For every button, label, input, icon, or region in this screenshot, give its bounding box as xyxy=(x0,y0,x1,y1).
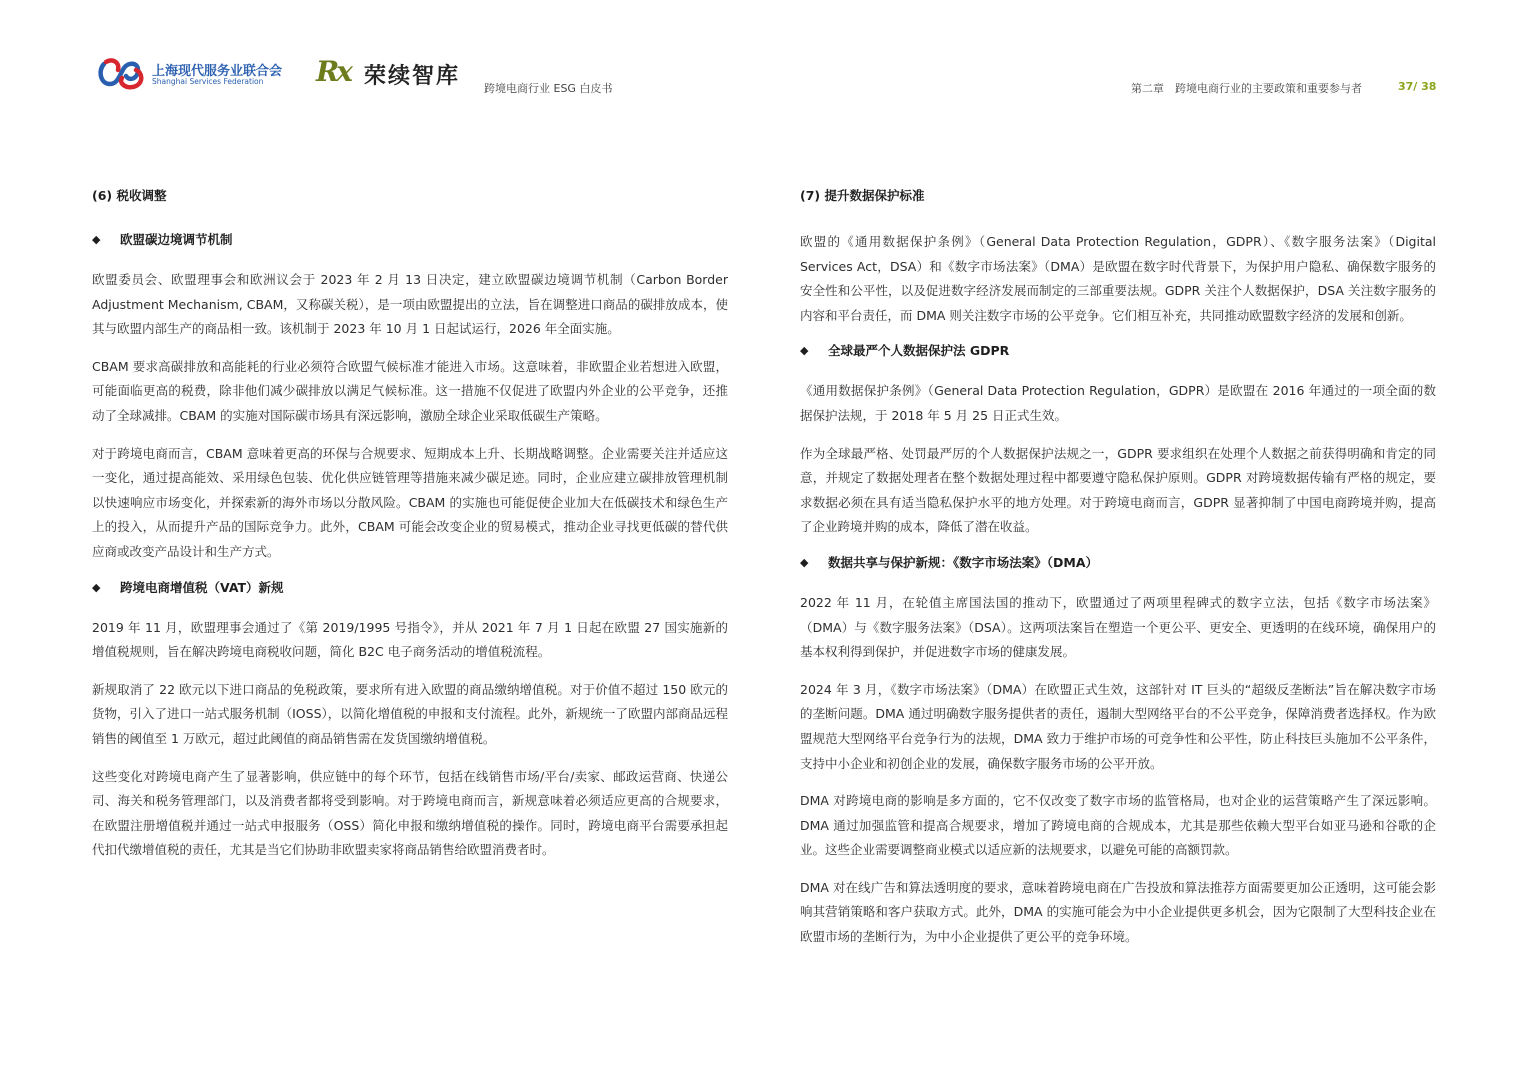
federation-name-en: Shanghai Services Federation xyxy=(152,77,264,86)
subheading-cbam xyxy=(92,230,728,250)
paragraph: 欧盟委员会、欧盟理事会和欧洲议会于 2023 年 2 月 13 日决定，建立欧盟碳边境调节机制（Carbon Border Adjustment Mechanism, CBAM，又称碳关税），是一项由欧盟提出的立法，旨在调整进口商品的碳排放成本，使其与欧盟内部生产的商品相一致。该机制于 2023 年 10 月 1 日起试运行，2026 年全面实施。 xyxy=(92,272,728,337)
page-header xyxy=(0,0,1527,110)
right-column xyxy=(800,186,1436,963)
subheading-text: 跨境电商增值税（VAT）新规 xyxy=(120,579,284,595)
federation-emblem-icon xyxy=(98,56,144,92)
diamond-bullet-icon: ◆ xyxy=(800,555,809,569)
paragraph: 2019 年 11 月，欧盟理事会通过了《第 2019/1995 号指令》，并从 2021 年 7 月 1 日起在欧盟 27 国实施新的增值税规则，旨在解决跨境电商税收问题，简化 B2C 电子商务活动的增值税流程。 xyxy=(92,619,728,660)
paragraph: 2022 年 11 月，在轮值主席国法国的推动下，欧盟通过了两项里程碑式的数字立法，包括《数字市场法案》（DMA）与《数字服务法案》（DSA）。这两项法案旨在塑造一个更公平、更安全、更透明的在线环境，确保用户的基本权利得到保护，并促进数字市场的健康发展。 xyxy=(800,594,1436,660)
subheading-text: 数据共享与保护新规：《数字市场法案》（DMA） xyxy=(828,554,1098,570)
paragraph: 2024 年 3 月，《数字市场法案》（DMA）在欧盟正式生效，这部针对 IT 巨头的“超级反垄断法”旨在解决数字市场的垄断问题。DMA 通过明确数字服务提供者的责任，遏制大型网络平台的不公平竞争，保障消费者选择权。作为欧盟规范大型网络平台竞争行为的法规，DMA 致力于维护市场的可竞争性和公平性，防止科技巨头施加不公平条件，支持中小企业和初创企业的发展，确保数字服务市场的公平开放。 xyxy=(800,681,1436,771)
paragraph: 作为全球最严格、处罚最严厉的个人数据保护法规之一，GDPR 要求组织在处理个人数据之前获得明确和肯定的同意，并规定了数据处理者在整个数据处理过程中都要遵守隐私保护原则。GDPR 对跨境数据传输有严格的规定，要求数据必须在具有适当隐私保护水平的地方处理。对于跨境电商而言，GDPR 显著抑制了中国电商跨境并购，提高了企业跨境并购的成本，降低了潜在收益。 xyxy=(800,445,1436,535)
paragraph: DMA 对在线广告和算法透明度的要求，意味着跨境电商在广告投放和算法推荐方面需要更加公正透明，这可能会影响其营销策略和客户获取方式。此外，DMA 的实施可能会为中小企业提供更多机会，因为它限制了大型科技企业在欧盟市场的垄断行为，为中小企业提供了更公平的竞争环境。 xyxy=(800,879,1436,945)
section-title-tax: (6) 税收调整 xyxy=(92,188,167,203)
chapter-title: 第二章 跨境电商行业的主要政策和重要参与者 xyxy=(1131,82,1362,95)
federation-name-cn: 上海现代服务业联合会 xyxy=(152,64,283,79)
diamond-bullet-icon: ◆ xyxy=(92,580,101,594)
left-column xyxy=(92,186,728,876)
paragraph: CBAM 要求高碳排放和高能耗的行业必须符合欧盟气候标准才能进入市场。这意味着，非欧盟企业若想进入欧盟，可能面临更高的税费，除非他们减少碳排放以满足气候标准。这一措施不仅促进了欧盟内外企业的公平竞争，还推动了全球减排。CBAM 的实施对国际碳市场具有深远影响，激励全球企业采取低碳生产策略。 xyxy=(92,358,728,423)
paragraph: DMA 对跨境电商的影响是多方面的，它不仅改变了数字市场的监管格局，也对企业的运营策略产生了深远影响。DMA 通过加强监管和提高合规要求，增加了跨境电商的合规成本，尤其是那些依赖大型平台如亚马逊和谷歌的企业。这些企业需要调整商业模式以适应新的法规要求，以避免可能的高额罚款。 xyxy=(800,793,1436,858)
shanghai-services-federation-logo xyxy=(98,56,298,92)
diamond-bullet-icon: ◆ xyxy=(92,233,101,246)
paragraph: 《通用数据保护条例》（General Data Protection Regulation，GDPR）是欧盟在 2016 年通过的一项全面的数据保护法规，于 2018 年 5 月 25 日正式生效。 xyxy=(800,383,1436,423)
page-number: 37/ 38 xyxy=(1398,80,1437,93)
section-title-data-protection: (7) 提升数据保护标准 xyxy=(800,188,925,203)
subheading-dma xyxy=(800,553,1436,573)
subheading-text: 欧盟碳边境调节机制 xyxy=(120,232,233,247)
paragraph: 这些变化对跨境电商产生了显著影响，供应链中的每个环节，包括在线销售市场/平台/卖家、邮政运营商、快递公司、海关和税务管理部门，以及消费者都将受到影响。对于跨境电商而言，新规意味着必须适应更高的合规要求，在欧盟注册增值税并通过一站式申报服务（OSS）简化申报和缴纳增值税的操作。同时，跨境电商平台需要承担起代扣代缴增值税的责任，尤其是当它们协助非欧盟卖家将商品销售给欧盟消费者时。 xyxy=(92,768,728,858)
subheading-vat xyxy=(92,578,728,598)
paragraph: 对于跨境电商而言，CBAM 意味着更高的环保与合规要求、短期成本上升、长期战略调整。企业需要关注并适应这一变化，通过提高能效、采用绿色包装、优化供应链管理等措施来减少碳足迹。同时，企业应建立碳排放管理机制以快速响应市场变化，并探索新的海外市场以分散风险。CBAM 的实施也可能促使企业加大在低碳技术和绿色生产上的投入，从而提升产品的国际竞争力。此外，CBAM 可能会改变企业的贸易模式，推动企业寻找更低碳的替代供应商或改变产品设计和生产方式。 xyxy=(92,445,728,559)
subheading-gdpr xyxy=(800,341,1436,361)
diamond-bullet-icon: ◆ xyxy=(800,344,809,358)
rongxu-name: 荣续智库 xyxy=(364,64,461,89)
document-title: 跨境电商行业 ESG 白皮书 xyxy=(484,82,613,95)
rongxu-think-tank-logo xyxy=(316,55,476,91)
paragraph: 新规取消了 22 欧元以下进口商品的免税政策，要求所有进入欧盟的商品缴纳增值税。对于价值不超过 150 欧元的货物，引入了进口一站式服务机制（IOSS），以简化增值税的申报和支付流程。此外，新规统一了欧盟内部商品远程销售的阈值至 1 万欧元，超过此阈值的商品销售需在发货国缴纳增值税。 xyxy=(92,681,728,746)
paragraph: 欧盟的《通用数据保护条例》（General Data Protection Regulation，GDPR）、《数字服务法案》（Digital Services Act，DSA）和《数字市场法案》（DMA）是欧盟在数字时代背景下，为保护用户隐私、确保数字服务的安全性和公平性，以及促进数字经济发展而制定的三部重要法规。GDPR 关注个人数据保护，DSA 关注数字服务的内容和平台责任，而 DMA 则关注数字市场的公平竞争。它们相互补充，共同推动欧盟数字经济的发展和创新。 xyxy=(800,234,1436,323)
subheading-text: 全球最严个人数据保护法 GDPR xyxy=(828,343,1010,359)
rx-logo-mark: Rx xyxy=(316,55,350,88)
